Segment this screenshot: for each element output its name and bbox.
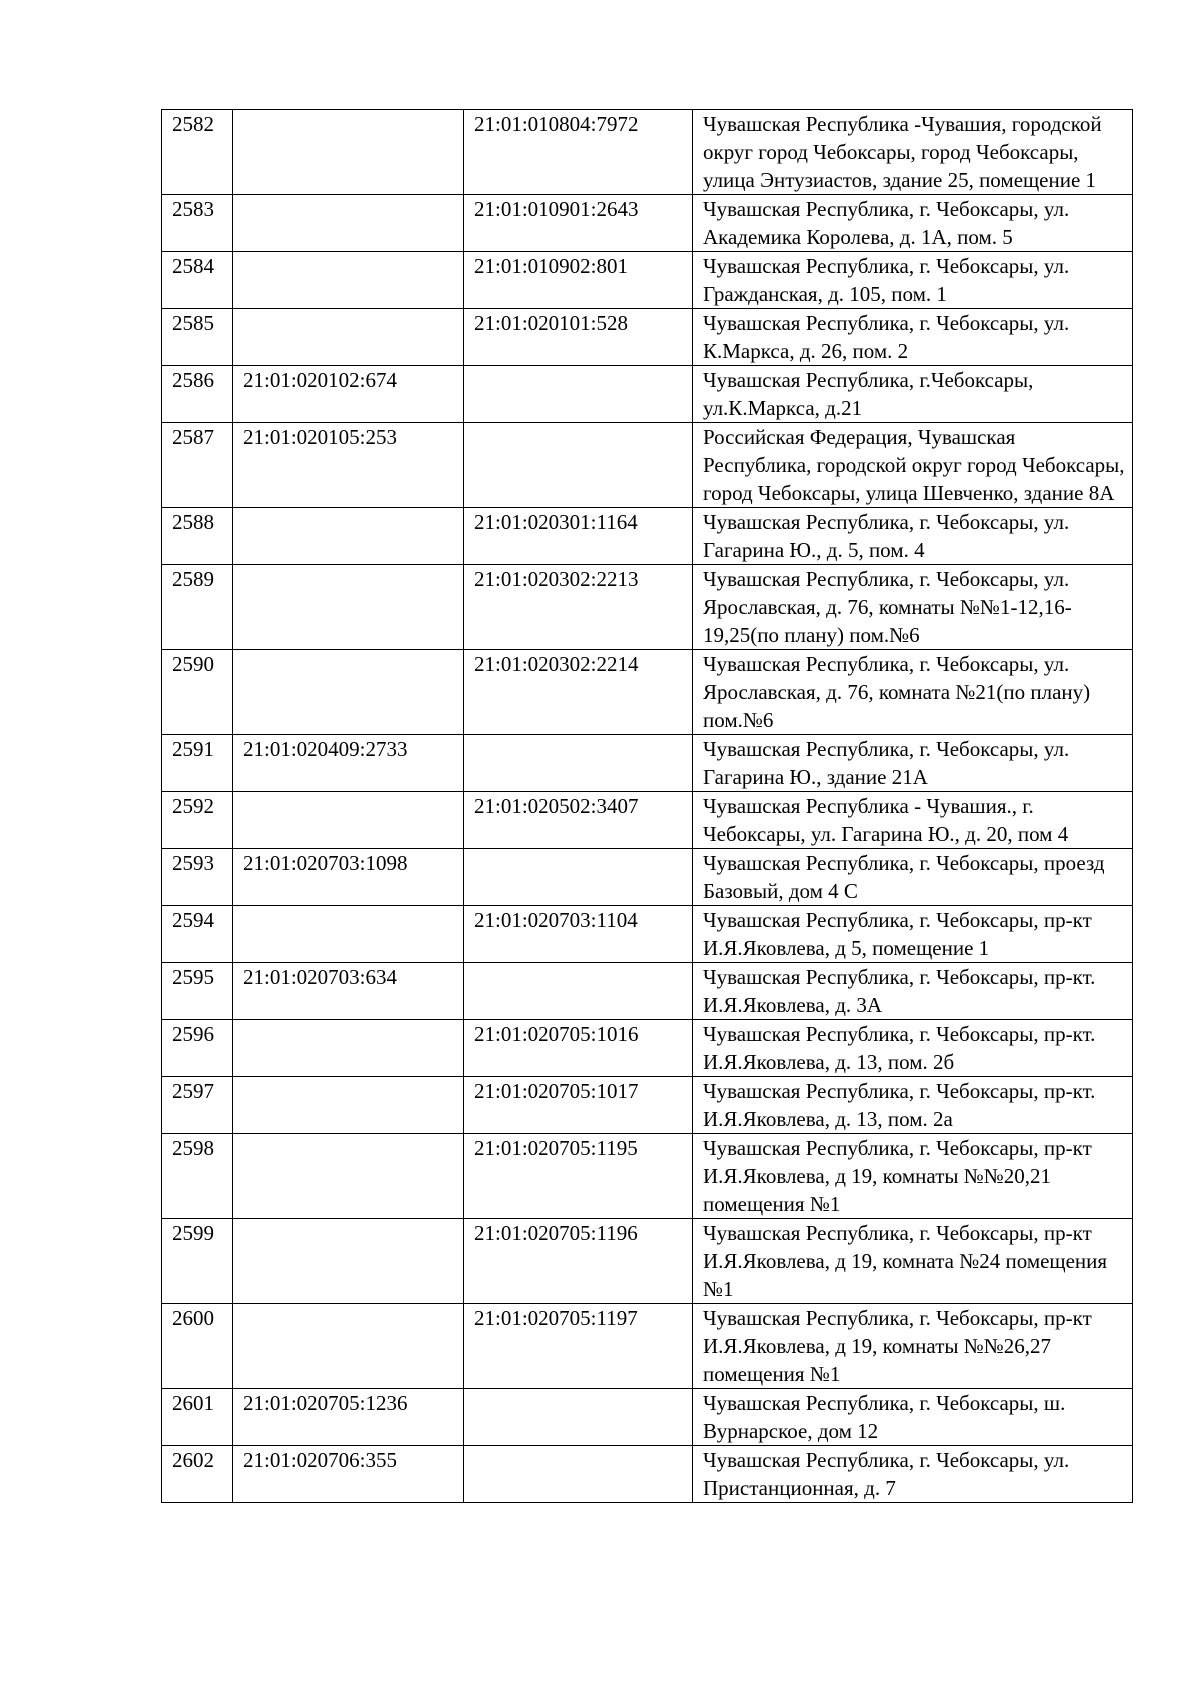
land-cadastral-cell (233, 1077, 464, 1134)
table-row (162, 252, 1133, 309)
table-row (162, 963, 1133, 1020)
row-number-cell: 2601 (162, 1389, 233, 1446)
address-cell: Чувашская Республика, г. Чебоксары, ш. Вурнарское, дом 12 (693, 1389, 1133, 1446)
premises-cadastral-cell (464, 423, 693, 508)
table-row (162, 1219, 1133, 1304)
premises-cadastral-cell: 21:01:020705:1197 (464, 1304, 693, 1389)
address-cell: Чувашская Республика, г. Чебоксары, проезд Базовый, дом 4 С (693, 849, 1133, 906)
premises-cadastral-cell: 21:01:020301:1164 (464, 508, 693, 565)
row-number-cell: 2588 (162, 508, 233, 565)
land-cadastral-cell: 21:01:020102:674 (233, 366, 464, 423)
premises-cadastral-cell: 21:01:010902:801 (464, 252, 693, 309)
address-cell: Чувашская Республика, г. Чебоксары, ул. Академика Королева, д. 1А, пом. 5 (693, 195, 1133, 252)
address-cell: Чувашская Республика, г. Чебоксары, ул. К.Маркса, д. 26, пом. 2 (693, 309, 1133, 366)
address-cell: Чувашская Республика, г. Чебоксары, пр-кт И.Я.Яковлева, д 19, комната №24 помещения №1 (693, 1219, 1133, 1304)
table-row (162, 366, 1133, 423)
table-row (162, 1389, 1133, 1446)
row-number-cell: 2592 (162, 792, 233, 849)
land-cadastral-cell (233, 1219, 464, 1304)
table-row (162, 1077, 1133, 1134)
address-cell: Чувашская Республика, г. Чебоксары, ул. Гагарина Ю., д. 5, пом. 4 (693, 508, 1133, 565)
row-number-cell: 2583 (162, 195, 233, 252)
land-cadastral-cell: 21:01:020706:355 (233, 1446, 464, 1503)
premises-cadastral-cell (464, 366, 693, 423)
registry-table-body (162, 110, 1133, 1503)
address-cell: Чувашская Республика, г. Чебоксары, ул. Пристанционная, д. 7 (693, 1446, 1133, 1503)
row-number-cell: 2597 (162, 1077, 233, 1134)
land-cadastral-cell (233, 1304, 464, 1389)
land-cadastral-cell (233, 252, 464, 309)
row-number-cell: 2595 (162, 963, 233, 1020)
row-number-cell: 2599 (162, 1219, 233, 1304)
address-cell: Чувашская Республика, г. Чебоксары, ул. Гражданская, д. 105, пом. 1 (693, 252, 1133, 309)
address-cell: Чувашская Республика, г. Чебоксары, пр-кт И.Я.Яковлева, д 5, помещение 1 (693, 906, 1133, 963)
land-cadastral-cell: 21:01:020409:2733 (233, 735, 464, 792)
address-cell: Чувашская Республика, г. Чебоксары, пр-кт. И.Я.Яковлева, д. 3А (693, 963, 1133, 1020)
row-number-cell: 2591 (162, 735, 233, 792)
premises-cadastral-cell: 21:01:020302:2214 (464, 650, 693, 735)
premises-cadastral-cell: 21:01:020705:1196 (464, 1219, 693, 1304)
land-cadastral-cell: 21:01:020705:1236 (233, 1389, 464, 1446)
premises-cadastral-cell: 21:01:020101:528 (464, 309, 693, 366)
table-row (162, 1446, 1133, 1503)
land-cadastral-cell (233, 650, 464, 735)
row-number-cell: 2587 (162, 423, 233, 508)
premises-cadastral-cell (464, 1389, 693, 1446)
table-row (162, 1134, 1133, 1219)
row-number-cell: 2596 (162, 1020, 233, 1077)
row-number-cell: 2584 (162, 252, 233, 309)
address-cell: Чувашская Республика - Чувашия., г. Чебоксары, ул. Гагарина Ю., д. 20, пом 4 (693, 792, 1133, 849)
address-cell: Чувашская Республика, г. Чебоксары, пр-кт. И.Я.Яковлева, д. 13, пом. 2а (693, 1077, 1133, 1134)
premises-cadastral-cell: 21:01:020502:3407 (464, 792, 693, 849)
land-cadastral-cell: 21:01:020703:1098 (233, 849, 464, 906)
address-cell: Чувашская Республика -Чувашия, городской округ город Чебоксары, город Чебоксары, улица Энтузиастов, здание 25, помещение 1 (693, 110, 1133, 195)
land-cadastral-cell (233, 906, 464, 963)
table-row (162, 792, 1133, 849)
table-row (162, 1020, 1133, 1077)
row-number-cell: 2585 (162, 309, 233, 366)
row-number-cell: 2602 (162, 1446, 233, 1503)
land-cadastral-cell: 21:01:020105:253 (233, 423, 464, 508)
address-cell: Чувашская Республика, г. Чебоксары, ул. Ярославская, д. 76, комнаты №№1-12,16-19,25(по плану) пом.№6 (693, 565, 1133, 650)
address-cell: Чувашская Республика, г. Чебоксары, ул. Ярославская, д. 76, комната №21(по плану) пом.№6 (693, 650, 1133, 735)
row-number-cell: 2582 (162, 110, 233, 195)
premises-cadastral-cell: 21:01:020302:2213 (464, 565, 693, 650)
table-row (162, 565, 1133, 650)
table-row (162, 735, 1133, 792)
address-cell: Чувашская Республика, г. Чебоксары, пр-кт И.Я.Яковлева, д 19, комнаты №№20,21 помещения №1 (693, 1134, 1133, 1219)
table-row (162, 1304, 1133, 1389)
table-row (162, 309, 1133, 366)
land-cadastral-cell (233, 195, 464, 252)
row-number-cell: 2598 (162, 1134, 233, 1219)
premises-cadastral-cell: 21:01:010804:7972 (464, 110, 693, 195)
land-cadastral-cell (233, 1020, 464, 1077)
premises-cadastral-cell (464, 963, 693, 1020)
land-cadastral-cell (233, 508, 464, 565)
premises-cadastral-cell: 21:01:020705:1195 (464, 1134, 693, 1219)
table-row (162, 906, 1133, 963)
premises-cadastral-cell: 21:01:020705:1017 (464, 1077, 693, 1134)
table-row (162, 423, 1133, 508)
row-number-cell: 2586 (162, 366, 233, 423)
premises-cadastral-cell (464, 849, 693, 906)
table-row (162, 508, 1133, 565)
land-cadastral-cell (233, 309, 464, 366)
table-row (162, 650, 1133, 735)
premises-cadastral-cell (464, 735, 693, 792)
row-number-cell: 2600 (162, 1304, 233, 1389)
address-cell: Чувашская Республика, г. Чебоксары, пр-кт. И.Я.Яковлева, д. 13, пом. 2б (693, 1020, 1133, 1077)
land-cadastral-cell (233, 1134, 464, 1219)
table-row (162, 110, 1133, 195)
premises-cadastral-cell: 21:01:010901:2643 (464, 195, 693, 252)
premises-cadastral-cell: 21:01:020705:1016 (464, 1020, 693, 1077)
row-number-cell: 2589 (162, 565, 233, 650)
table-row (162, 195, 1133, 252)
row-number-cell: 2590 (162, 650, 233, 735)
land-cadastral-cell (233, 565, 464, 650)
address-cell: Российская Федерация, Чувашская Республика, городской округ город Чебоксары, город Чебоксары, улица Шевченко, здание 8А (693, 423, 1133, 508)
land-cadastral-cell (233, 110, 464, 195)
row-number-cell: 2594 (162, 906, 233, 963)
premises-cadastral-cell: 21:01:020703:1104 (464, 906, 693, 963)
row-number-cell: 2593 (162, 849, 233, 906)
premises-cadastral-cell (464, 1446, 693, 1503)
land-cadastral-cell (233, 792, 464, 849)
property-registry-table (161, 109, 1133, 1503)
address-cell: Чувашская Республика, г. Чебоксары, пр-кт И.Я.Яковлева, д 19, комнаты №№26,27 помещения №1 (693, 1304, 1133, 1389)
table-row (162, 849, 1133, 906)
land-cadastral-cell: 21:01:020703:634 (233, 963, 464, 1020)
address-cell: Чувашская Республика, г. Чебоксары, ул. Гагарина Ю., здание 21А (693, 735, 1133, 792)
address-cell: Чувашская Республика, г.Чебоксары, ул.К.Маркса, д.21 (693, 366, 1133, 423)
